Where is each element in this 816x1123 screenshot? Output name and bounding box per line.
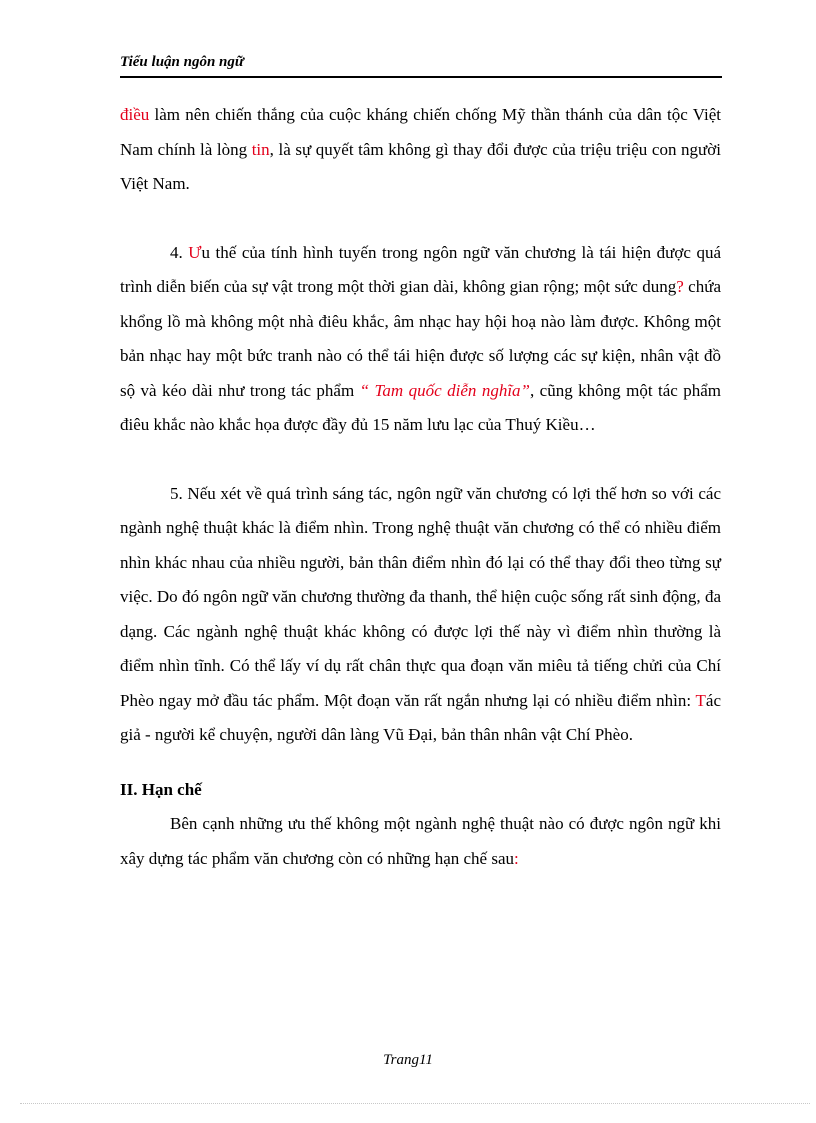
text-run: 5. Nếu xét về quá trình sáng tác, ngôn ngữ văn chương có lợi thế hơn so với các ngành nghệ thuật khác là điểm nhìn. Trong nghệ thuật văn chương có thể có nhiều điểm nhìn khác nhau của nhiều người, bản thân điểm nhìn đó lại có thể thay đổi theo từng sự việc. Do đó ngôn ngữ văn chương thường đa thanh, thể hiện cuộc sống rất sinh động, đa dạng. Các ngành nghệ thuật khác không có được lợi thế này vì điểm nhìn thường là điểm nhìn tĩnh. Có thể lấy ví dụ rất chân thực qua đoạn văn miêu tả tiếng chửi của Chí Phèo ngay mở đầu tác phẩm. Một đoạn văn rất ngắn nhưng lại có nhiều điểm nhìn: [120,483,721,710]
text-run: Bên cạnh những ưu thế không một ngành nghệ thuật nào có được ngôn ngữ khi xây dựng tác phẩm văn chương còn có những hạn chế sau [120,814,721,868]
document-body [120,98,721,876]
paragraph-continuation [120,98,721,202]
page-header [120,52,722,78]
text-run: ác giả - người kể chuyện, người dân làng Vũ Đại, bản thân nhân vật Chí Phèo. [120,690,721,744]
paragraph-point-5 [120,477,721,753]
highlight-word: tin [251,139,270,159]
text-run: chứa khổng lồ mà không một nhà điêu khắc, âm nhạc hay hội hoạ nào làm được. Không một bản nhạc hay một bức tranh nào có thể tái hiện được số lượng các sự kiện, nhân vật đồ sộ và kéo dài như trong tác phẩm [120,277,721,400]
text-run: 4. [170,242,189,262]
header-title: Tiểu luận ngôn ngữ [120,54,244,70]
highlight-mark: : [514,848,519,868]
page-number: Trang11 [383,1052,433,1068]
page-bottom-divider [20,1103,810,1104]
text-run: , là sự quyết tâm không gì thay đổi được của triệu triệu con người Việt Nam. [120,139,721,193]
page-footer [0,1052,816,1069]
paragraph-point-4 [120,236,721,443]
highlight-mark: ? [676,277,684,296]
section-heading: II. Hạn chế [120,779,202,799]
paragraph-limitations [120,807,721,876]
highlight-letter: Ư [188,242,202,262]
highlight-word: điều [120,105,150,124]
text-run: làm nên chiến thắng của cuộc kháng chiến chống Mỹ thần thánh của dân tộc Việt Nam chính là lòng [120,105,721,159]
text-run: u thế của tính hình tuyến trong ngôn ngữ văn chương là tái hiện được quá trình diễn biến của sự vật trong một thời gian dài, không gian rộng; một sức dung [120,242,722,296]
book-title-quote: “ Tam quốc diễn nghĩa” [359,380,530,400]
highlight-letter: T [695,690,706,710]
text-run: , cũng không một tác phẩm điêu khắc nào khắc họa được đầy đủ 15 năm lưu lạc của Thuý Kiều… [120,380,721,434]
